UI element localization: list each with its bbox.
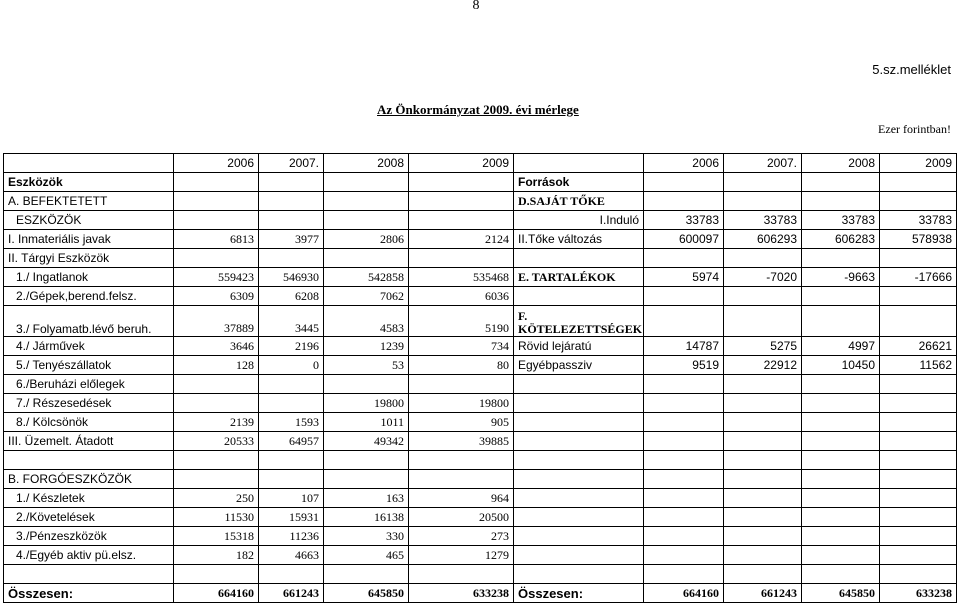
liabilities-total-value: 633238 <box>880 584 957 603</box>
asset-value: 3445 <box>259 306 324 337</box>
asset-value: 4583 <box>324 306 409 337</box>
asset-label: 1./ Ingatlanok <box>4 268 174 287</box>
liability-value: 33783 <box>724 211 802 230</box>
asset-value: 2806 <box>324 230 409 249</box>
year-header: 2008 <box>802 154 880 173</box>
asset-value <box>174 394 259 413</box>
assets-total-value: 645850 <box>324 584 409 603</box>
year-header: 2007. <box>724 154 802 173</box>
liability-value: 22912 <box>724 356 802 375</box>
asset-value: 964 <box>409 489 514 508</box>
asset-label: A. BEFEKTETETT <box>4 192 174 211</box>
asset-value: 4663 <box>259 546 324 565</box>
asset-label: 4./Egyéb aktiv pü.elsz. <box>4 546 174 565</box>
liability-value: 606293 <box>724 230 802 249</box>
unit-note: Ezer forintban! <box>878 122 951 136</box>
asset-value: 250 <box>174 489 259 508</box>
asset-value: 7062 <box>324 287 409 306</box>
asset-value: 905 <box>409 413 514 432</box>
header-years-row <box>4 154 957 173</box>
table-row <box>4 394 957 413</box>
document-title: Az Önkormányzat 2009. évi mérlege <box>377 102 579 117</box>
table-row <box>4 432 957 451</box>
asset-value: 1593 <box>259 413 324 432</box>
year-header: 2007. <box>259 154 324 173</box>
asset-value: 182 <box>174 546 259 565</box>
asset-value: 546930 <box>259 268 324 287</box>
table-row <box>4 413 957 432</box>
asset-value: 16138 <box>324 508 409 527</box>
asset-label: 5./ Tenyészállatok <box>4 356 174 375</box>
liability-value: 33783 <box>802 211 880 230</box>
table-row <box>4 306 957 337</box>
asset-value: 1239 <box>324 337 409 356</box>
asset-value: 6208 <box>259 287 324 306</box>
liability-value: 606283 <box>802 230 880 249</box>
asset-label: 3./Pénzeszközök <box>4 527 174 546</box>
table-row <box>4 356 957 375</box>
asset-label: II. Tárgyi Eszközök <box>4 249 174 268</box>
liability-value: 578938 <box>880 230 957 249</box>
asset-value: 19800 <box>409 394 514 413</box>
liability-label: Rövid lejáratú <box>514 337 644 356</box>
asset-value: 465 <box>324 546 409 565</box>
liability-value: 10450 <box>802 356 880 375</box>
asset-value: 11236 <box>259 527 324 546</box>
year-header: 2006 <box>174 154 259 173</box>
asset-value: 273 <box>409 527 514 546</box>
liability-value: 26621 <box>880 337 957 356</box>
liability-value: 5974 <box>644 268 724 287</box>
table-row <box>4 375 957 394</box>
asset-value: 330 <box>324 527 409 546</box>
table-row <box>4 211 957 230</box>
table-row <box>4 527 957 546</box>
table-row <box>4 287 957 306</box>
empty-cell <box>4 154 174 173</box>
table-row <box>4 249 957 268</box>
asset-value: 39885 <box>409 432 514 451</box>
asset-label: 1./ Készletek <box>4 489 174 508</box>
liabilities-total-value: 664160 <box>644 584 724 603</box>
asset-value: 20533 <box>174 432 259 451</box>
liability-value: -9663 <box>802 268 880 287</box>
asset-value: 559423 <box>174 268 259 287</box>
asset-value: 163 <box>324 489 409 508</box>
liability-value: 11562 <box>880 356 957 375</box>
liability-value: 33783 <box>644 211 724 230</box>
asset-value: 6813 <box>174 230 259 249</box>
asset-label: 2./Követelések <box>4 508 174 527</box>
liability-label: I.Induló <box>514 211 644 230</box>
asset-value: 80 <box>409 356 514 375</box>
asset-value: 37889 <box>174 306 259 337</box>
table-row <box>4 337 957 356</box>
table-row <box>4 489 957 508</box>
asset-value: 19800 <box>324 394 409 413</box>
table-row <box>4 192 957 211</box>
liability-value: 5275 <box>724 337 802 356</box>
asset-value: 3977 <box>259 230 324 249</box>
table-row <box>4 546 957 565</box>
asset-value: 542858 <box>324 268 409 287</box>
asset-value: 15931 <box>259 508 324 527</box>
table-row <box>4 508 957 527</box>
liability-value: -7020 <box>724 268 802 287</box>
assets-total-value: 661243 <box>259 584 324 603</box>
page-number: 8 <box>472 0 480 13</box>
table-row <box>4 451 957 470</box>
asset-value: 734 <box>409 337 514 356</box>
asset-value <box>259 394 324 413</box>
asset-value: 107 <box>259 489 324 508</box>
liability-label: F. KÖTELEZETTSÉGEK <box>514 306 644 337</box>
asset-value: 1279 <box>409 546 514 565</box>
asset-value: 53 <box>324 356 409 375</box>
asset-label: 6./Beruházi előlegek <box>4 375 174 394</box>
asset-value: 20500 <box>409 508 514 527</box>
table-row <box>4 565 957 584</box>
assets-header: Eszközök <box>4 173 174 192</box>
asset-value: 0 <box>259 356 324 375</box>
assets-total-label: Összesen: <box>4 584 174 603</box>
table-row <box>4 470 957 489</box>
liability-value: 14787 <box>644 337 724 356</box>
year-header: 2008 <box>324 154 409 173</box>
asset-label: 7./ Részesedések <box>4 394 174 413</box>
asset-value: 6309 <box>174 287 259 306</box>
liabilities-total-value: 645850 <box>802 584 880 603</box>
asset-value: 49342 <box>324 432 409 451</box>
totals-row <box>4 584 957 603</box>
liabilities-total-label: Összesen: <box>514 584 644 603</box>
asset-label: 2./Gépek,berend.felsz. <box>4 287 174 306</box>
liabilities-header: Források <box>514 173 644 192</box>
asset-label: ESZKÖZÖK <box>4 211 174 230</box>
year-header: 2009 <box>409 154 514 173</box>
empty-cell <box>514 154 644 173</box>
balance-sheet-table <box>3 153 957 603</box>
table-row <box>4 268 957 287</box>
asset-value: 2196 <box>259 337 324 356</box>
assets-total-value: 664160 <box>174 584 259 603</box>
asset-label: B. FORGÓESZKÖZÖK <box>4 470 174 489</box>
asset-value: 64957 <box>259 432 324 451</box>
assets-total-value: 633238 <box>409 584 514 603</box>
table-row <box>4 230 957 249</box>
liability-value: 9519 <box>644 356 724 375</box>
asset-label: 8./ Kölcsönök <box>4 413 174 432</box>
asset-label: 3./ Folyamatb.lévő beruh. <box>4 306 174 337</box>
liabilities-total-value: 661243 <box>724 584 802 603</box>
asset-value: 3646 <box>174 337 259 356</box>
asset-label: I. Inmateriális javak <box>4 230 174 249</box>
asset-value: 2124 <box>409 230 514 249</box>
liability-value: 600097 <box>644 230 724 249</box>
year-header: 2009 <box>880 154 957 173</box>
asset-value: 535468 <box>409 268 514 287</box>
asset-value: 1011 <box>324 413 409 432</box>
liability-label: E. TARTALÉKOK <box>514 268 644 287</box>
liability-label: Egyébpassziv <box>514 356 644 375</box>
asset-value: 2139 <box>174 413 259 432</box>
liability-value: 33783 <box>880 211 957 230</box>
asset-value: 6036 <box>409 287 514 306</box>
asset-value: 15318 <box>174 527 259 546</box>
liability-value: -17666 <box>880 268 957 287</box>
asset-value: 11530 <box>174 508 259 527</box>
asset-value: 5190 <box>409 306 514 337</box>
asset-label: 4./ Járművek <box>4 337 174 356</box>
asset-label: III. Üzemelt. Átadott <box>4 432 174 451</box>
liability-label: II.Tőke változás <box>514 230 644 249</box>
asset-value: 128 <box>174 356 259 375</box>
annex-label: 5.sz.melléklet <box>872 62 951 77</box>
table-row <box>4 173 957 192</box>
liability-value: 4997 <box>802 337 880 356</box>
year-header: 2006 <box>644 154 724 173</box>
liability-label: D.SAJÁT TŐKE <box>514 192 644 211</box>
